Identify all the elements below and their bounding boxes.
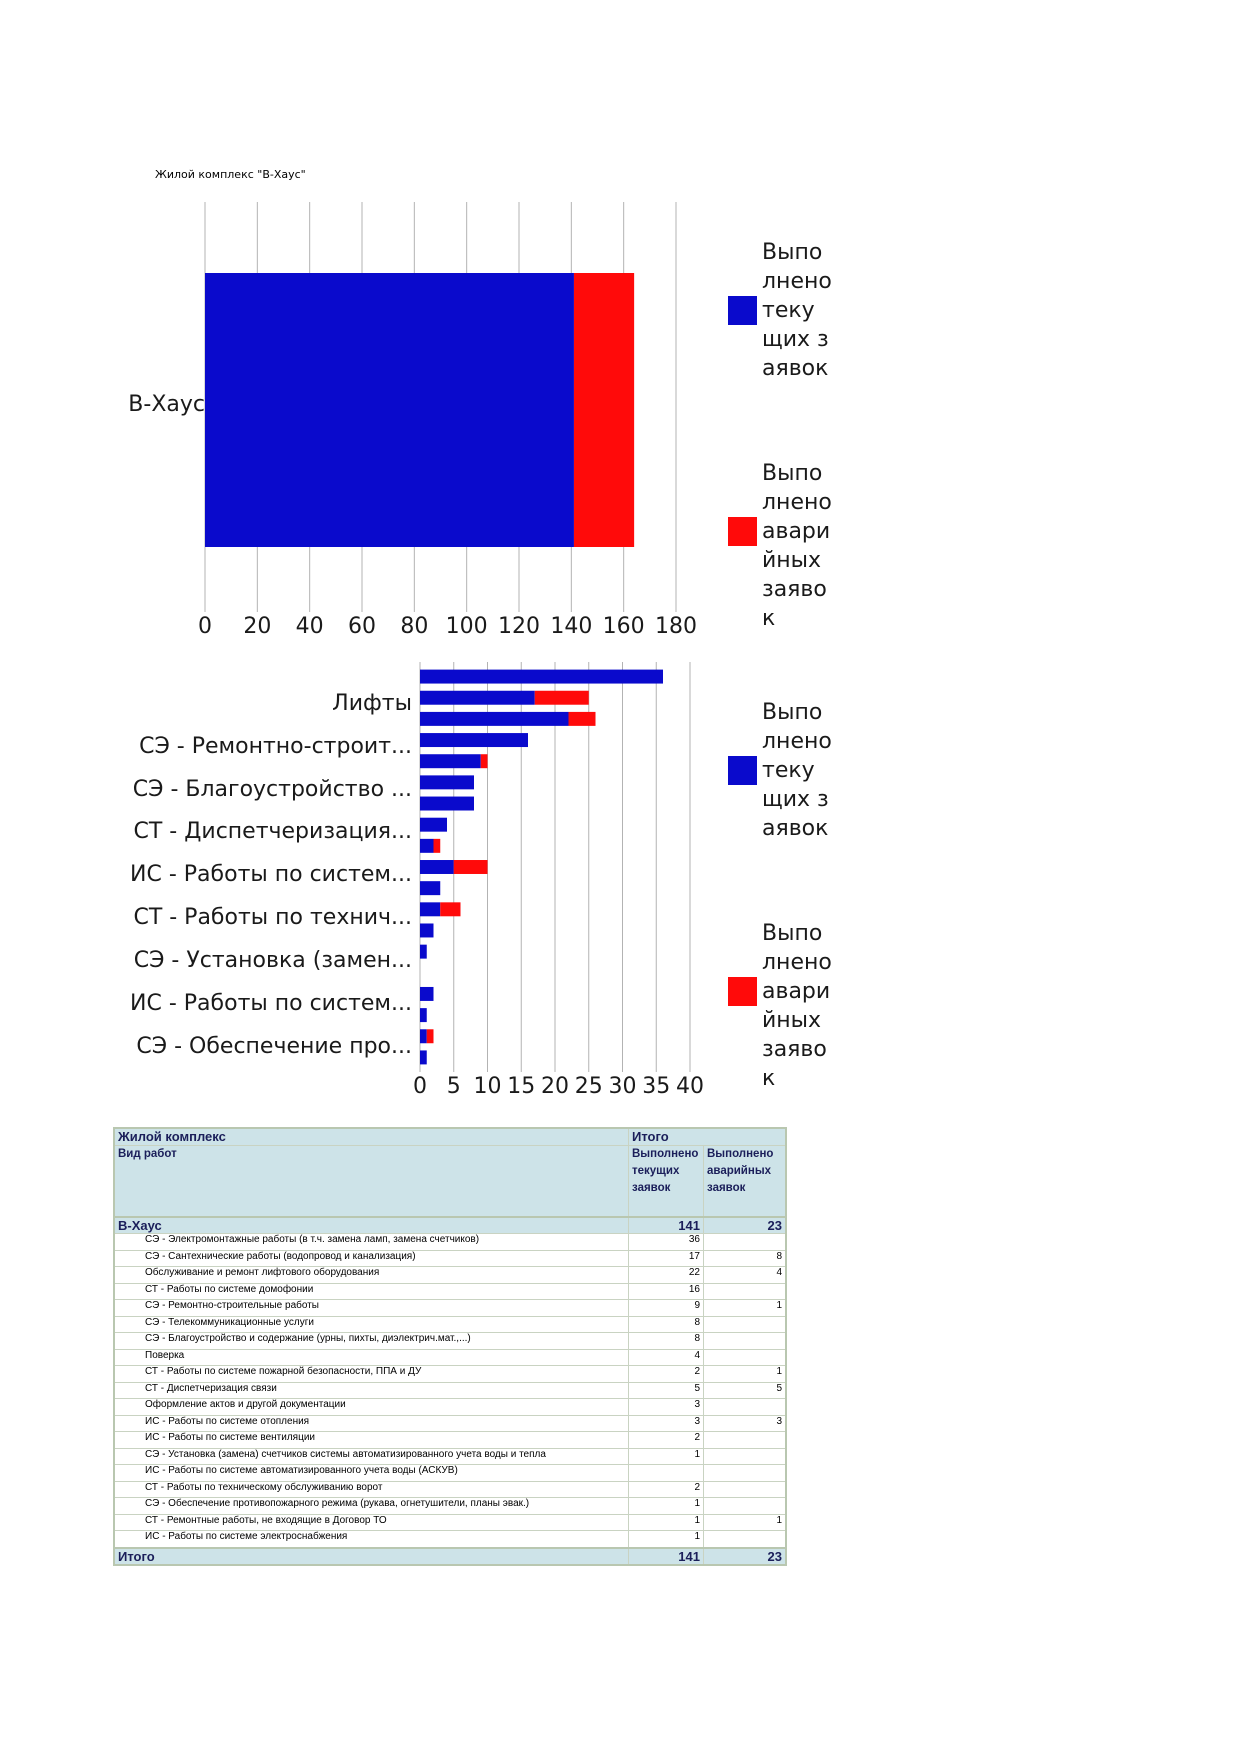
row-emergency: [704, 1234, 787, 1251]
x-tick-label: 10: [473, 1074, 502, 1099]
row-current: 1: [629, 1448, 704, 1465]
row-name: ИС - Работы по системе вентиляции: [114, 1432, 629, 1449]
row-name: СТ - Работы по системе пожарной безопасности, ППА и ДУ: [114, 1366, 629, 1383]
legend-label-emergency: Выполнено аварийных заявок: [762, 461, 832, 631]
total-name: Итого: [114, 1548, 629, 1566]
bar-current: [420, 670, 663, 684]
row-current: 36: [629, 1234, 704, 1251]
row-emergency: 4: [704, 1267, 787, 1284]
row-current: 3: [629, 1415, 704, 1432]
table-row: [114, 1498, 786, 1515]
header-emergency: Выполнено аварийных заявок: [704, 1145, 787, 1217]
chart2-category-label: ИС - Работы по систем...: [130, 991, 412, 1016]
row-emergency: [704, 1465, 787, 1482]
header-total: Итого: [629, 1128, 787, 1145]
x-tick-label: 35: [642, 1074, 671, 1099]
x-tick-label: 40: [676, 1074, 704, 1099]
total-emergency: 23: [704, 1548, 787, 1566]
x-tick-label: 20: [243, 614, 272, 639]
x-tick-label: 80: [400, 614, 429, 639]
table-row: [114, 1300, 786, 1317]
row-current: 1: [629, 1498, 704, 1515]
bar-current: [420, 754, 481, 768]
row-name: СЭ - Ремонтно-строительные работы: [114, 1300, 629, 1317]
table-group-row: [114, 1217, 786, 1234]
row-name: Оформление актов и другой документации: [114, 1399, 629, 1416]
bar-current: [420, 945, 427, 959]
row-emergency: [704, 1498, 787, 1515]
legend2-label-emergency: Выполнено аварийных заявок: [762, 921, 832, 1091]
row-emergency: 5: [704, 1382, 787, 1399]
row-name: СЭ - Электромонтажные работы (в т.ч. замена ламп, замена счетчиков): [114, 1234, 629, 1251]
legend-label-current: Выполнено текущих заявок: [762, 240, 832, 381]
x-tick-label: 0: [198, 614, 212, 639]
total-current: 141: [629, 1548, 704, 1566]
row-name: СЭ - Установка (замена) счетчиков системы автоматизированного учета воды и тепла: [114, 1448, 629, 1465]
row-name: Поверка: [114, 1349, 629, 1366]
bar-current: [420, 881, 440, 895]
row-current: 2: [629, 1432, 704, 1449]
row-name: СТ - Работы по системе домофонии: [114, 1283, 629, 1300]
chart2-category-label: СЭ - Ремонтно-строит...: [139, 734, 412, 759]
row-emergency: [704, 1333, 787, 1350]
table-row: [114, 1267, 786, 1284]
bar-current: [420, 923, 434, 937]
row-current: 16: [629, 1283, 704, 1300]
table-row: [114, 1382, 786, 1399]
row-current: 4: [629, 1349, 704, 1366]
legend2-swatch-current: [728, 756, 757, 785]
chart2-category-label: Лифты: [332, 691, 412, 716]
bar-emergency: [434, 839, 441, 853]
x-tick-label: 40: [295, 614, 324, 639]
row-emergency: 8: [704, 1250, 787, 1267]
bar-current: [420, 839, 434, 853]
table-row: [114, 1366, 786, 1383]
row-emergency: [704, 1316, 787, 1333]
bar-current: [420, 775, 474, 789]
row-name: СТ - Ремонтные работы, не входящие в Договор ТО: [114, 1514, 629, 1531]
table-row: [114, 1531, 786, 1548]
row-name: Обслуживание и ремонт лифтового оборудования: [114, 1267, 629, 1284]
row-name: СТ - Работы по техническому обслуживанию ворот: [114, 1481, 629, 1498]
x-tick-label: 180: [655, 614, 697, 639]
report-title: Жилой комплекс "В-Хаус": [155, 168, 306, 181]
x-tick-label: 0: [413, 1074, 427, 1099]
bar-current: [420, 1050, 427, 1064]
row-current: 2: [629, 1481, 704, 1498]
row-name: СЭ - Благоустройство и содержание (урны, пихты, диэлектрич.мат.,...): [114, 1333, 629, 1350]
row-current: 22: [629, 1267, 704, 1284]
chart2-category-label: СТ - Диспетчеризация...: [133, 819, 412, 844]
row-current: 3: [629, 1399, 704, 1416]
bar-current: [420, 1029, 427, 1043]
row-current: 8: [629, 1316, 704, 1333]
row-current: 9: [629, 1300, 704, 1317]
table-row: [114, 1333, 786, 1350]
bar-current: [420, 712, 569, 726]
x-tick-label: 15: [507, 1074, 536, 1099]
row-emergency: 3: [704, 1415, 787, 1432]
header-current: Выполнено текущих заявок: [629, 1145, 704, 1217]
group-emergency: 23: [704, 1217, 787, 1234]
group-current: 141: [629, 1217, 704, 1234]
header-complex: Жилой комплекс: [114, 1128, 629, 1145]
bar-current: [420, 860, 454, 874]
table-row: [114, 1514, 786, 1531]
bar-emergency: [535, 691, 589, 705]
legend2-swatch-emergency: [728, 977, 757, 1006]
row-emergency: [704, 1283, 787, 1300]
row-emergency: [704, 1432, 787, 1449]
row-name: СЭ - Телекоммуникационные услуги: [114, 1316, 629, 1333]
row-emergency: [704, 1481, 787, 1498]
bar-emergency: [481, 754, 488, 768]
row-emergency: [704, 1448, 787, 1465]
row-name: ИС - Работы по системе электроснабжения: [114, 1531, 629, 1548]
x-tick-label: 20: [541, 1074, 569, 1099]
row-name: СТ - Диспетчеризация связи: [114, 1382, 629, 1399]
table-row: [114, 1448, 786, 1465]
bar-current: [420, 1008, 427, 1022]
chart2-category-label: СЭ - Благоустройство ...: [132, 777, 412, 802]
bar-current: [420, 691, 535, 705]
bar-emergency: [427, 1029, 434, 1043]
table-row: [114, 1250, 786, 1267]
x-tick-label: 100: [445, 614, 488, 639]
x-tick-label: 5: [446, 1074, 461, 1099]
group-name: В-Хаус: [114, 1217, 629, 1234]
header-work-type: Вид работ: [114, 1145, 629, 1217]
x-tick-label: 160: [602, 614, 645, 639]
table-row: [114, 1465, 786, 1482]
row-current: [629, 1465, 704, 1482]
row-current: 5: [629, 1382, 704, 1399]
row-emergency: [704, 1349, 787, 1366]
x-tick-label: 25: [574, 1074, 603, 1099]
table-header-row: [114, 1128, 786, 1145]
bar-current: [420, 733, 528, 747]
summary-table: [113, 1127, 787, 1566]
table-subheader-row: [114, 1145, 786, 1217]
row-name: СЭ - Обеспечение противопожарного режима (рукава, огнетушители, планы эвак.): [114, 1498, 629, 1515]
table-row: [114, 1399, 786, 1416]
table-row: [114, 1316, 786, 1333]
row-emergency: 1: [704, 1366, 787, 1383]
row-emergency: [704, 1531, 787, 1548]
chart2-category-label: СТ - Работы по технич...: [133, 905, 412, 930]
table-row: [114, 1415, 786, 1432]
row-emergency: [704, 1399, 787, 1416]
x-tick-label: 120: [498, 614, 540, 639]
chart2-category-label: СЭ - Установка (замен...: [133, 948, 412, 973]
table-row: [114, 1283, 786, 1300]
table-row: [114, 1349, 786, 1366]
bar-current: [420, 797, 474, 811]
legend2-label-current: Выполнено текущих заявок: [762, 700, 832, 841]
bar-current: [420, 818, 447, 832]
bar-emergency: [440, 902, 460, 916]
row-emergency: 1: [704, 1300, 787, 1317]
row-current: 1: [629, 1514, 704, 1531]
table-row: [114, 1432, 786, 1449]
chart2-category-label: СЭ - Обеспечение про...: [136, 1034, 412, 1059]
table-row: [114, 1481, 786, 1498]
row-current: 2: [629, 1366, 704, 1383]
x-tick-label: 30: [608, 1074, 637, 1099]
row-name: ИС - Работы по системе автоматизированного учета воды (АСКУВ): [114, 1465, 629, 1482]
table-total-row: [114, 1548, 786, 1566]
chart1-category-label: В-Хаус: [128, 392, 205, 417]
row-current: 17: [629, 1250, 704, 1267]
row-name: СЭ - Сантехнические работы (водопровод и канализация): [114, 1250, 629, 1267]
bar-current: [420, 902, 440, 916]
x-tick-label: 140: [550, 614, 593, 639]
table-row: [114, 1234, 786, 1251]
row-current: 1: [629, 1531, 704, 1548]
row-emergency: 1: [704, 1514, 787, 1531]
chart2-category-label: ИС - Работы по систем...: [130, 862, 412, 887]
bar-emergency: [569, 712, 596, 726]
row-name: ИС - Работы по системе отопления: [114, 1415, 629, 1432]
x-tick-label: 60: [348, 614, 376, 639]
bar-current: [420, 987, 434, 1001]
bar-emergency: [454, 860, 488, 874]
row-current: 8: [629, 1333, 704, 1350]
